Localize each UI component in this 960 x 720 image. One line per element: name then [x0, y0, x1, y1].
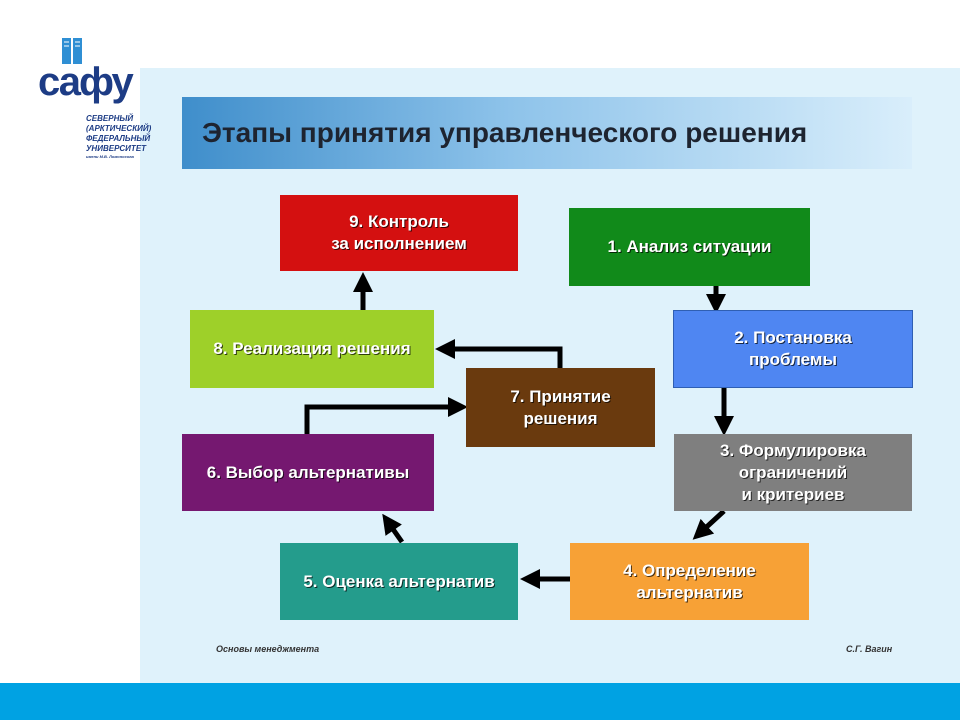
arrow-3-to-4: [700, 511, 724, 533]
step-2-label: 2. Постановка проблемы: [734, 328, 852, 369]
step-6-box: [182, 434, 434, 511]
step-6-label: 6. Выбор альтернативы: [206, 462, 410, 482]
logo-line: (АРКТИЧЕСКИЙ): [86, 124, 152, 133]
arrow-6-to-7: [307, 407, 458, 434]
step-9-box: [280, 195, 518, 271]
logo-line: УНИВЕРСИТЕТ: [86, 144, 147, 153]
step-7-box: [466, 368, 655, 447]
step-7-label: 7. Принятие решения: [510, 386, 611, 428]
logo-wordmark: сафу: [38, 60, 132, 104]
step-1-label: 1. Анализ ситуации: [607, 237, 772, 256]
step-5-label: 5. Оценка альтернатив: [303, 571, 495, 591]
footer-author: С.Г. Вагин: [846, 644, 893, 654]
step-5-box: [280, 543, 518, 620]
step-1-box: [569, 208, 810, 286]
step-8-label: 8. Реализация решения: [213, 339, 411, 358]
logo-line: ФЕДЕРАЛЬНЫЙ: [86, 134, 151, 143]
slide-title: Этапы принятия управленческого решения: [202, 117, 808, 148]
step-3-label: 3. Формулировка ограничений и критериев: [720, 440, 866, 504]
logo-line: СЕВЕРНЫЙ: [86, 114, 134, 123]
step-9-label: 9. Контроль за исполнением: [331, 212, 467, 253]
arrow-7-to-8: [445, 349, 560, 368]
logo-subline: имени М.В. Ломоносова: [86, 154, 134, 159]
step-4-label: 4. Определение альтернатив: [623, 560, 756, 602]
step-3-box: [674, 434, 912, 511]
footer-course: Основы менеджмента: [216, 644, 320, 654]
step-4-box: [570, 543, 809, 620]
step-8-box: [190, 310, 434, 388]
arrow-5-to-6: [388, 522, 402, 542]
step-2-box: [673, 310, 913, 388]
